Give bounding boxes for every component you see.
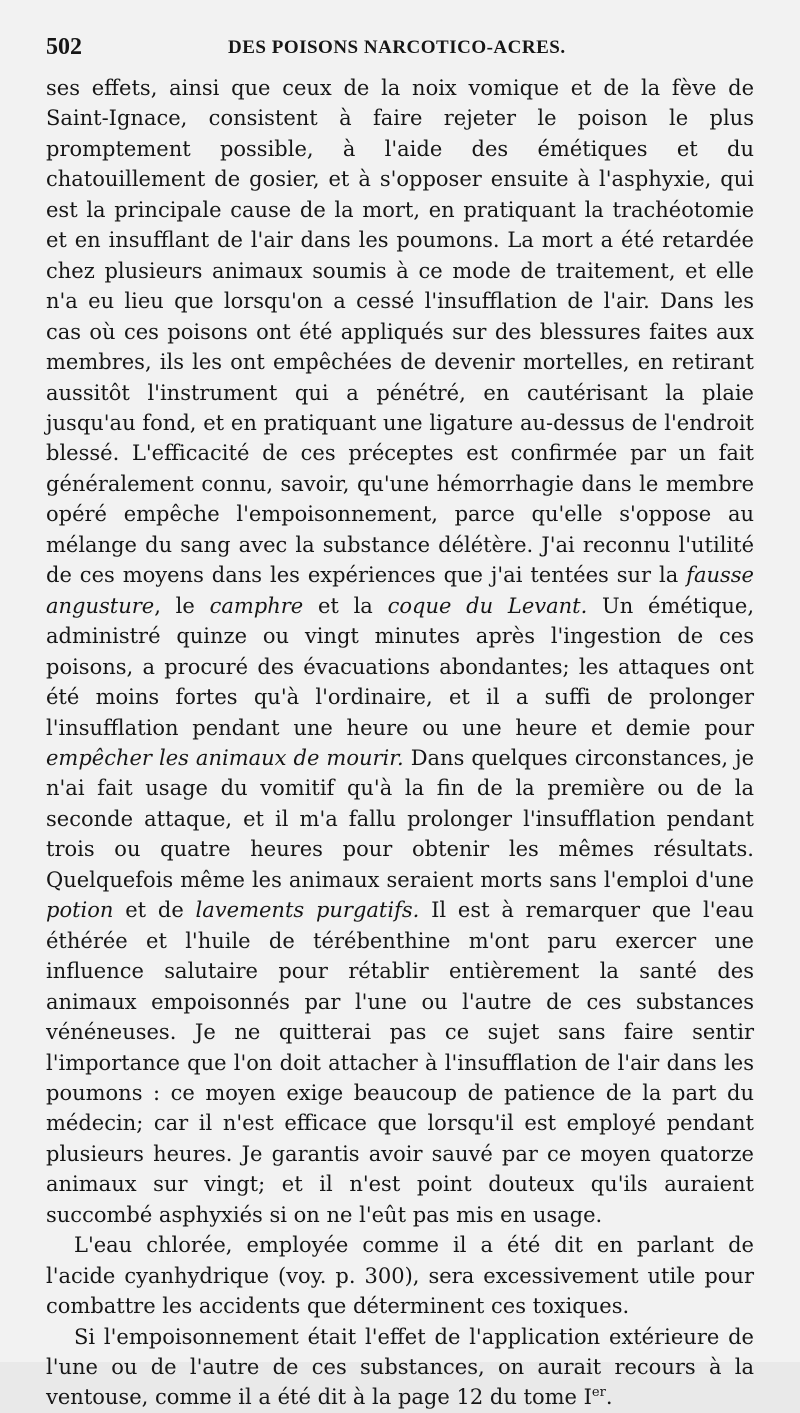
paragraph bbox=[46, 73, 754, 1230]
paragraph bbox=[46, 1322, 754, 1413]
text-run: . bbox=[605, 1385, 613, 1410]
text-run: Il est à remarquer que l'eau éthérée et l'huile de térébenthine m'ont paru exercer une influence salutaire pour rétablir entièrement la santé des animaux empoisonnés par l'une ou l'autre de ces substances vénéneuses. Je ne quitterai pas ce sujet sans faire sentir l'importance que l'on doit attacher à l'insufflation de l'air dans les poumons : ce moyen exige beaucoup de patience de la part du médecin; car il n'est efficace que lorsqu'il est employé pendant plusieurs heures. Je garantis avoir sauvé par ce moyen quatorze animaux sur vingt; et il n'est point douteux qu'ils auraient succombé asphyxiés si on ne l'eût pas mis en usage. bbox=[46, 898, 754, 1227]
text-run: et de bbox=[113, 898, 196, 923]
text-run: , le bbox=[154, 593, 210, 618]
italic-text-run: lavements purgatifs. bbox=[195, 898, 420, 923]
text-run: Dans quelques circonstances, je n'ai fait usage du vomitif qu'à la fin de la première ou de la seconde attaque, et il m'a fallu prolonger l'insufflation pendant trois ou quatre heures pour obtenir les mêmes résultats. Quelquefois même les animaux seraient morts sans l'emploi d'une bbox=[46, 745, 755, 892]
italic-text-run: camphre bbox=[209, 593, 304, 618]
body-text bbox=[46, 73, 754, 1413]
superscript-text: er bbox=[591, 1385, 606, 1401]
italic-text-run: empêcher les animaux de mourir. bbox=[46, 745, 404, 770]
paragraph bbox=[46, 1230, 754, 1321]
running-head: DES POISONS NARCOTICO-ACRES. bbox=[228, 37, 566, 58]
page-header bbox=[46, 34, 754, 64]
page-number: 502 bbox=[46, 34, 82, 60]
text-run: ses effets, ainsi que ceux de la noix vomique et de la fève de Saint-Ignace, consistent à faire rejeter le poison le plus promptement possible, à l'aide des émétiques et du chatouillement de gosier, et à s'opposer ensuite à l'asphyxie, qui est la principale cause de la mort, en pratiquant la trachéotomie et en insufflant de l'air dans les poumons. La mort a été retardée chez plusieurs animaux soumis à ce mode de traitement, et elle n'a eu lieu que lorsqu'on a cessé l'insufflation de l'air. Dans les cas où ces poisons ont été appliqués sur des blessures faites aux membres, ils les ont empêchées de devenir mortelles, en retirant aussitôt l'instrument qui a pénétré, en cautérisant la plaie jusqu'au fond, et en pratiquant une ligature au-dessus de l'endroit blessé. L'efficacité de ces préceptes est confirmée par un fait généralement connu, savoir, qu'une hémorrhagie dans le membre opéré empêche l'empoisonnement, parce qu'elle s'oppose au mélange du sang avec la substance délétère. J'ai reconnu l'utilité de ces moyens dans les expériences que j'ai tentées sur la bbox=[46, 76, 754, 588]
text-run: Un émétique, administré quinze ou vingt minutes après l'ingestion de ces poisons, a procuré des évacuations abondantes; les attaques ont été moins fortes qu'à l'ordinaire, et il a suffi de prolonger l'insufflation pendant une heure ou une heure et demie pour bbox=[46, 593, 755, 740]
italic-text-run: fausse angusture bbox=[46, 563, 754, 618]
text-run: Si l'empoisonnement était l'effet de l'application extérieure de l'une ou de l'autre de ces substances, on aurait recours à la ventouse, comme il a été dit à la page 12 du tome I bbox=[46, 1324, 754, 1410]
text-run: et la bbox=[303, 593, 388, 618]
italic-text-run: potion bbox=[46, 898, 114, 923]
italic-text-run: coque du Levant. bbox=[387, 593, 588, 618]
text-run: L'eau chlorée, employée comme il a été dit en parlant de l'acide cyanhydrique (voy. p. 300), sera excessivement utile pour combattre les accidents que déterminent ces toxiques. bbox=[46, 1233, 754, 1319]
